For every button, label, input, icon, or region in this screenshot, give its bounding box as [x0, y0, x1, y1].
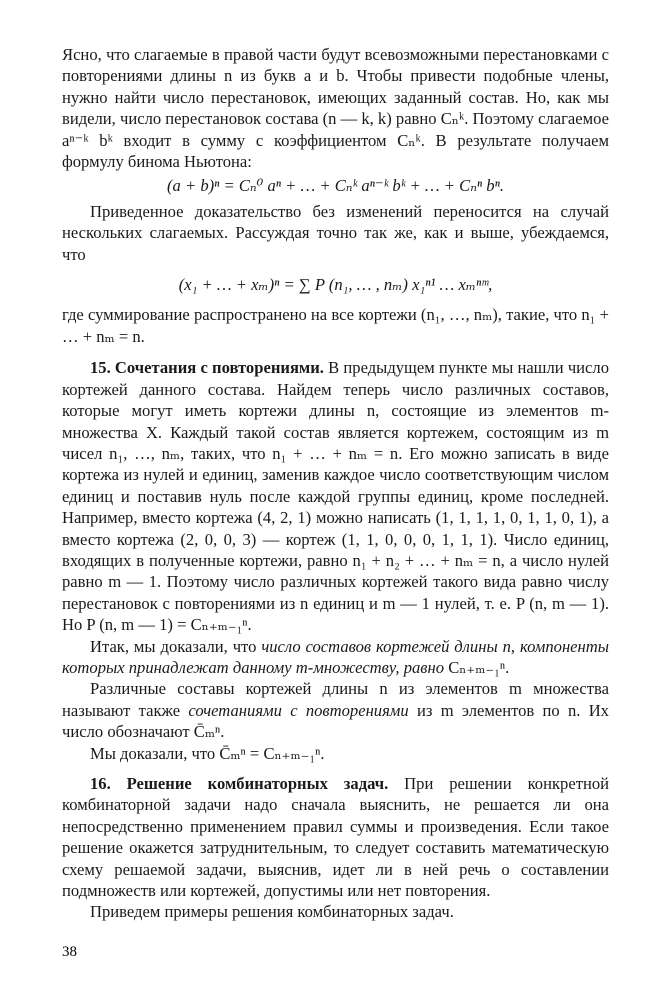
section-15-body: В предыдущем пункте мы нашли число кортежей данного состава. Найдем теперь число различных составов, которые могут иметь кортежи длины n, состоящие из элементов m-множества X. Каждый такой состав является кортежем, состоящим из m чисел n₁, …, nₘ, таких, что n₁ + … + nₘ = n. Его можно записать в виде кортежа из нулей и единиц, заменив каждое число соответствующим числом единиц и поставив нуль после каждой группы единиц, кроме последней. Например, вместо кортежа (4, 2, 1) можно написать (1, 1, 1, 1, 0, 1, 1, 0, 1), а вместо кортежа (2, 0, 0, 3) — кортеж (1, 1, 0, 0, 0, 1, 1, 1). Число единиц, входящих в полученные кортежи, равно n₁ + n₂ + … + nₘ = n, а число нулей равно m — 1. Поэтому число различных кортежей такого вида равно числу перестановок с повторениями из n единиц и m — 1 нулей, т. е. P (n, m — 1). Но P (n, m — 1) = Cₙ₊ₘ₋₁ⁿ.	[62, 358, 609, 635]
multinomial-formula: (x₁ + … + xₘ)ⁿ = ∑ P (n₁, … , nₘ) x₁ⁿ¹ … xₘⁿᵐ,	[178, 275, 493, 295]
paragraph-binomial-intro: Ясно, что слагаемые в правой части будут всевозможными перестановками с повторениями длины n из букв a и b. Чтобы привести подобные члены, нужно найти число перестановок, имеющих заданный состав. Но, как мы видели, число перестановок состава (n — k, k) равно Cₙᵏ. Поэтому слагаемое aⁿ⁻ᵏ bᵏ входит в сумму с коэффициентом Cₙᵏ. В результате получаем формулу бинома Ньютона:	[62, 45, 609, 172]
paragraph-conclusion	[62, 636, 609, 679]
section-16-heading: 16. Решение комбинаторных задач.	[90, 774, 389, 793]
section-15-heading: 15. Сочетания с повторениями.	[90, 358, 324, 378]
paragraph-summation: где суммирование распространено на все кортежи (n₁, …, nₘ), такие, что n₁ + … + nₘ = n.	[62, 305, 609, 346]
paragraph-combinations-definition	[62, 678, 609, 742]
definition-text-a: Различные составы кортежей длины n из элементов m множества называют также	[62, 679, 609, 720]
definition-text-b: из m элементов по n. Их число обозначают C̄ₘⁿ.	[62, 700, 609, 742]
conclusion-theorem: число составов кортежей длины n, компоненты которых принадлежат данному m-множеству, равно	[62, 636, 609, 677]
conclusion-intro: Итак, мы доказали, что	[90, 636, 257, 656]
paragraph-multinomial-intro: Приведенное доказательство без изменений переносится на случай нескольких слагаемых. Рассуждая точно так же, как и выше, убеждаемся, что	[62, 201, 609, 264]
paragraph-examples-intro: Приведем примеры решения комбинаторных задач.	[90, 902, 454, 922]
conclusion-formula: Cₙ₊ₘ₋₁ⁿ.	[448, 657, 510, 677]
binomial-formula: (a + b)ⁿ = Cₙ⁰ aⁿ + … + Cₙᵏ aⁿ⁻ᵏ bᵏ + … + Cₙⁿ bⁿ.	[167, 176, 504, 196]
section-16	[62, 773, 609, 901]
definition-term: сочетаниями с повторениями	[188, 700, 409, 720]
section-15	[62, 357, 609, 635]
paragraph-proved: Мы доказали, что C̄ₘⁿ = Cₙ₊ₘ₋₁ⁿ.	[90, 743, 325, 763]
section-16-body: При решении конкретной комбинаторной задачи надо сначала выяснить, не решается ли она непосредственно применением правил суммы и произведения. Если такое решение окажется затруднительным, то следует составить математическую схему решаемой задачи, выяснив, идет ли в ней речь о составлении подмножеств или кортежей, допустимы или нет повторения.	[62, 774, 609, 901]
page-number: 38	[62, 944, 77, 960]
